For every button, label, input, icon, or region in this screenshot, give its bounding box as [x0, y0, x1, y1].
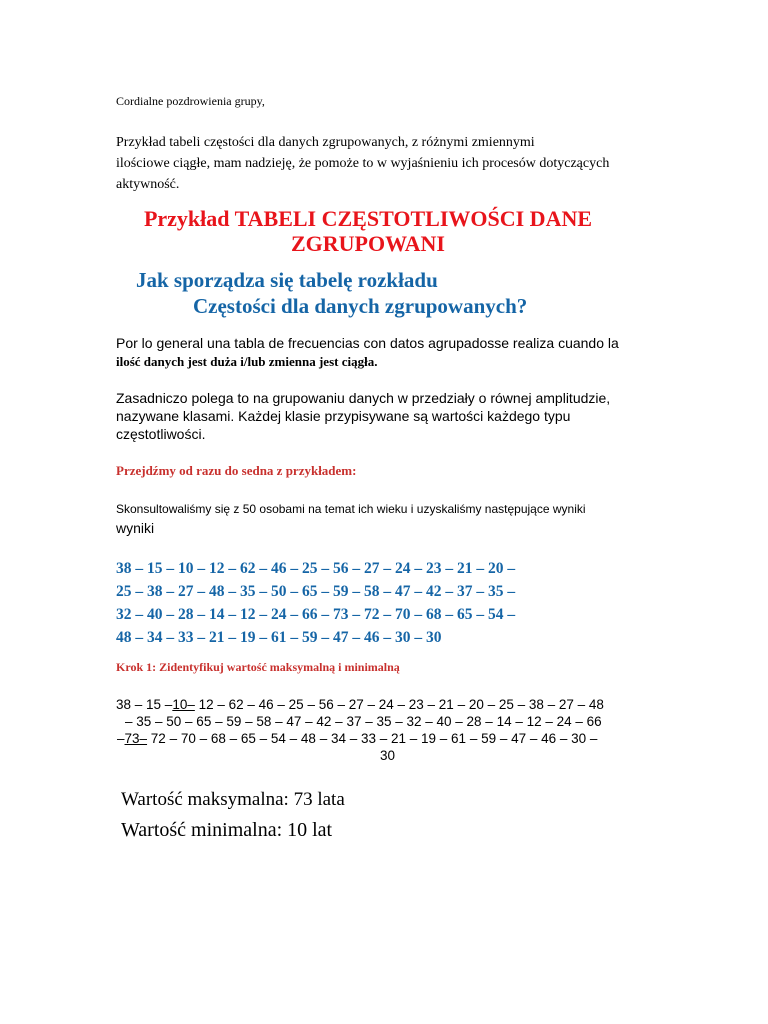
paragraph-line: Zasadniczo polega to na grupowaniu danych w przedziały o równej amplitudzie,: [116, 390, 611, 406]
data-line: 38 – 15 – 10 – 12 – 62 – 46 – 25 – 56 – 27 – 24 – 23 – 21 – 20 –: [116, 560, 516, 577]
paragraph-line: wyniki: [116, 520, 155, 536]
data-line: 32 – 40 – 28 – 14 – 12 – 24 – 66 – 73 – 72 – 70 – 68 – 65 – 54 –: [116, 606, 516, 623]
intro-line: aktywność.: [116, 177, 180, 192]
highlighted-sequence: [110, 696, 700, 764]
subtitle-line: Jak sporządza się tabelę rozkładu: [136, 268, 438, 292]
greeting: Cordialne pozdrowienia grupy,: [116, 94, 265, 108]
intro-paragraph: [116, 132, 676, 195]
data-line: 25 – 38 – 27 – 48 – 35 – 50 – 65 – 59 – 58 – 47 – 42 – 37 – 35 –: [116, 583, 516, 600]
definition-paragraph: [116, 334, 676, 371]
intro-line: Przykład tabeli częstości dla danych zgrupowanych, z różnymi zmiennymi: [116, 135, 535, 150]
paragraph-line: częstotliwości.: [116, 426, 206, 442]
sequence-line: [110, 730, 700, 747]
example-heading: Przejdźmy od razu do sedna z przykładem:: [116, 463, 357, 478]
step-1-heading: Krok 1: Zidentyfikuj wartość maksymalną i minimalną: [116, 660, 400, 674]
title-line: ZGRUPOWANI: [290, 231, 445, 256]
title-line: Przykład TABELI CZĘSTOTLIWOŚCI DANE: [143, 206, 593, 231]
sequence-text: –: [117, 731, 125, 746]
paragraph-text: Por lo general una tabla de frecuencias con datos agrupadosse realiza cuando la: [116, 335, 619, 351]
sequence-text: 38 – 15 –: [116, 697, 173, 712]
paragraph-line: nazywane klasami. Każdej klasie przypisywane są wartości każdego typu: [116, 408, 571, 424]
data-line: 48 – 34 – 33 – 21 – 19 – 61 – 59 – 47 – 46 – 30 – 30: [116, 629, 442, 646]
age-data-list: [116, 557, 636, 649]
sequence-text: 72 – 70 – 68 – 65 – 54 – 48 – 34 – 33 – 21 – 19 – 61 – 59 – 47 – 46 – 30 –: [147, 731, 598, 746]
sequence-text: 12 – 62 – 46 – 25 – 56 – 27 – 24 – 23 – 21 – 20 – 25 – 38 – 27 – 48: [194, 697, 604, 712]
paragraph-line: Skonsultowaliśmy się z 50 osobami na temat ich wieku i uzyskaliśmy następujące wyniki: [116, 502, 586, 516]
sequence-line: – 35 – 50 – 65 – 59 – 58 – 47 – 42 – 37 – 35 – 32 – 40 – 28 – 14 – 12 – 24 – 66: [125, 714, 602, 729]
survey-paragraph: [116, 500, 676, 538]
explanation-paragraph: [116, 389, 676, 443]
sequence-line: 30: [380, 748, 396, 763]
min-value-marker: 10–: [172, 697, 195, 712]
sequence-line: [110, 696, 700, 713]
page-title: [108, 206, 628, 256]
min-value-label: Wartość minimalna: 10 lat: [121, 819, 333, 841]
max-value-marker: 73–: [124, 731, 148, 746]
max-value-label: Wartość maksymalna: 73 lata: [121, 789, 345, 810]
paragraph-bold-text: ilość danych jest duża i/lub zmienna jest ciągła.: [116, 354, 378, 369]
subtitle-line: Częstości dla danych zgrupowanych?: [193, 294, 528, 318]
intro-line: ilościowe ciągłe, mam nadzieję, że pomoże to w wyjaśnieniu ich procesów dotyczących: [116, 156, 610, 171]
